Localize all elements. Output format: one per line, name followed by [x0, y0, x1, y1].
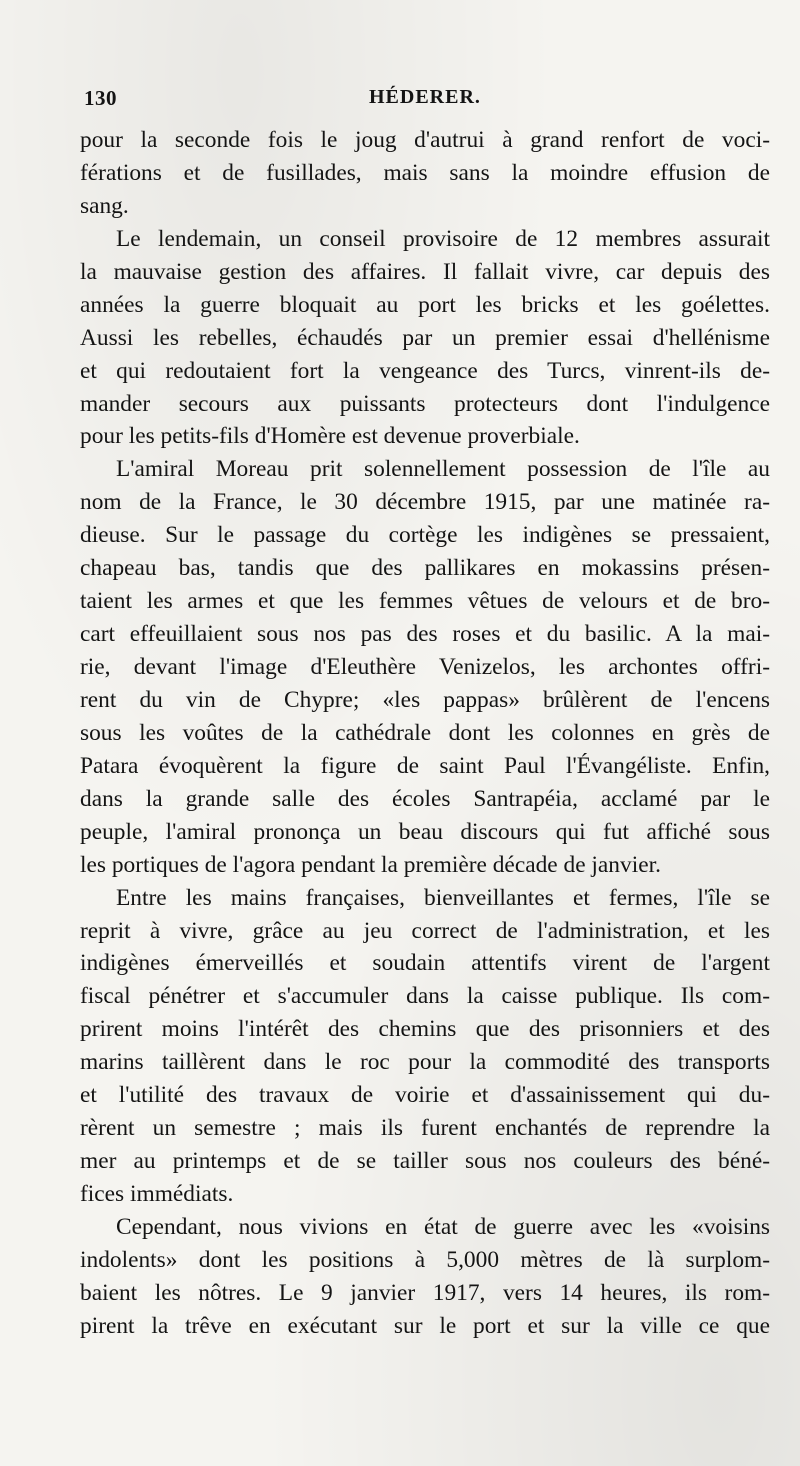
text-line: Le lendemain, un conseil provisoire de 12 membres assurait [116, 225, 770, 252]
text-line: fiscal pénétrer et s'accumuler dans la caisse publique. Ils com- [80, 983, 770, 1010]
text-line: Aussi les rebelles, échaudés par un premier essai d'hellénisme [80, 324, 770, 351]
text-line: nom de la France, le 30 décembre 1915, par une matinée ra- [80, 489, 770, 516]
text-line: pirent la trêve en exécutant sur le port et sur la ville ce que [80, 1312, 770, 1339]
text-line: dans la grande salle des écoles Santrapéia, acclamé par le [80, 785, 770, 812]
text-line: pour la seconde fois le joug d'autrui à grand renfort de voci- [80, 127, 770, 153]
text-line: et l'utilité des travaux de voirie et d'assainissement qui du- [80, 1082, 770, 1109]
text-line: Cependant, nous vivions en état de guerre avec les «voisins [116, 1213, 770, 1240]
text-line: sous les voûtes de la cathédrale dont les colonnes en grès de [80, 719, 770, 746]
text-line: fices immédiats. [80, 1181, 234, 1207]
running-head: HÉDERER. [369, 86, 481, 108]
text-line: marins taillèrent dans le roc pour la commodité des transports [80, 1049, 770, 1076]
text-line: rie, devant l'image d'Eleuthère Venizelos, les archontes offri- [80, 654, 770, 680]
text-line: dieuse. Sur le passage du cortège les indigènes se pressaient, [80, 522, 770, 549]
text-line: années la guerre bloquait au port les bricks et les goélettes. [80, 291, 770, 318]
text-line: et qui redoutaient fort la vengeance des Turcs, vinrent-ils de- [80, 357, 770, 384]
body-text [80, 124, 770, 1343]
text-line: baient les nôtres. Le 9 janvier 1917, vers 14 heures, ils rom- [80, 1279, 770, 1306]
text-line: Patara évoquèrent la figure de saint Paul l'Évangéliste. Enfin, [80, 752, 770, 779]
text-line: les portiques de l'agora pendant la première décade de janvier. [80, 851, 661, 878]
text-line: reprit à vivre, grâce au jeu correct de l'administration, et les [80, 917, 770, 944]
text-line: pour les petits-fils d'Homère est devenue proverbiale. [80, 423, 580, 450]
text-line: férations et de fusillades, mais sans la moindre effusion de [80, 159, 770, 186]
text-line: peuple, l'amiral prononça un beau discours qui fut affiché sous [80, 818, 770, 845]
text-line: Entre les mains françaises, bienveillantes et fermes, l'île se [116, 884, 770, 911]
text-line: chapeau bas, tandis que des pallikares en mokassins présen- [80, 555, 770, 582]
text-line: taient les armes et que les femmes vêtues de velours et de bro- [80, 588, 770, 615]
text-line: L'amiral Moreau prit solennellement possession de l'île au [116, 456, 770, 483]
text-line: cart effeuillaient sous nos pas des roses et du basilic. A la mai- [80, 621, 770, 648]
text-line: mander secours aux puissants protecteurs dont l'indulgence [80, 390, 770, 417]
page-number: 130 [84, 86, 117, 110]
text-line: rèrent un semestre ; mais ils furent enchantés de reprendre la [80, 1115, 770, 1142]
text-line: indolents» dont les positions à 5,000 mètres de là surplom- [80, 1246, 770, 1273]
text-line: mer au printemps et de se tailler sous nos couleurs des béné- [80, 1148, 770, 1175]
text-line: indigènes émerveillés et soudain attentifs virent de l'argent [80, 950, 770, 977]
text-line: la mauvaise gestion des affaires. Il fallait vivre, car depuis des [80, 258, 770, 285]
text-line: rent du vin de Chypre; «les pappas» brûlèrent de l'encens [80, 686, 770, 713]
text-line: prirent moins l'intérêt des chemins que des prisonniers et des [80, 1016, 770, 1043]
text-line: sang. [80, 192, 129, 219]
page-header [84, 86, 766, 116]
